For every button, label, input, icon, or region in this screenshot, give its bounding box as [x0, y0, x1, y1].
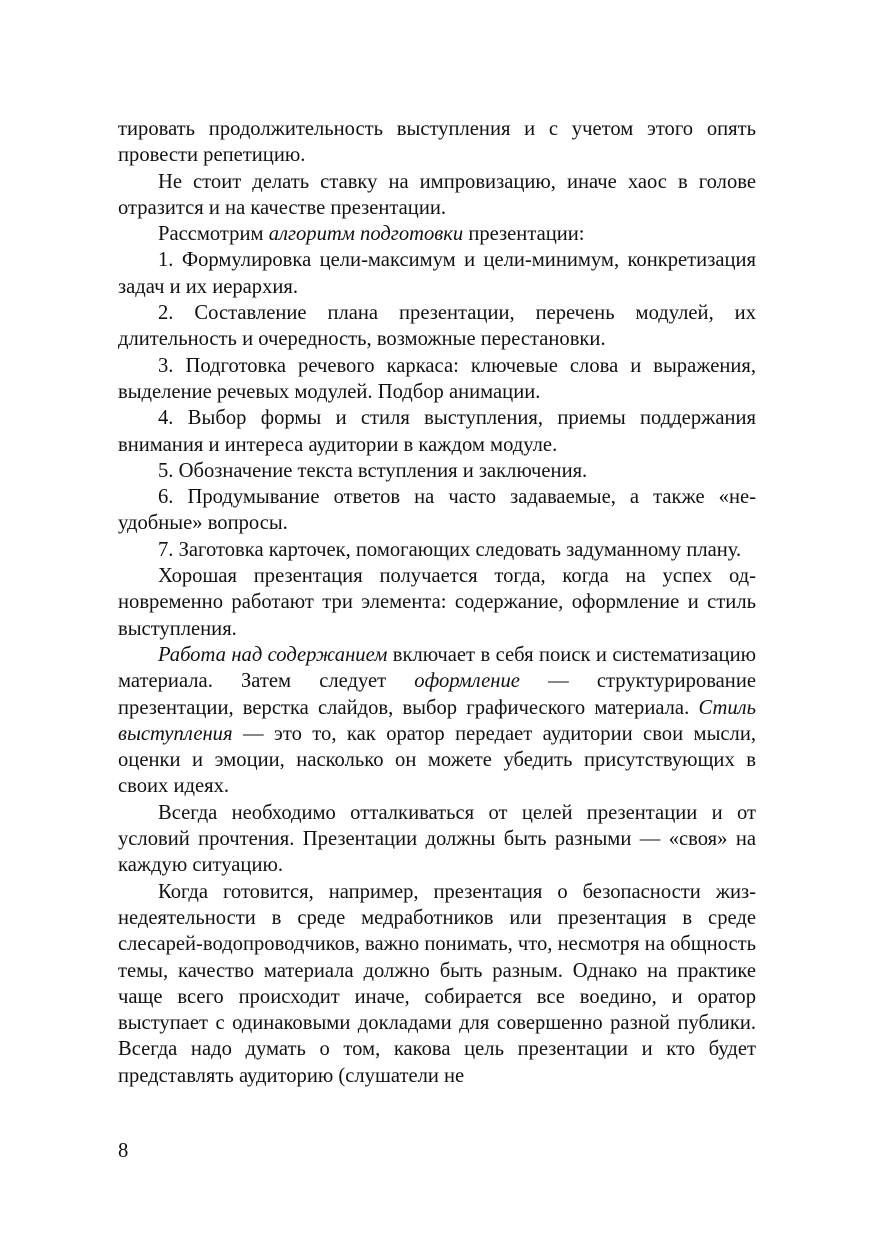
text-run: Не стоит делать ставку на импровизацию, иначе хаос в голове отразится и на качестве презентации. — [118, 170, 756, 219]
text-run: 3. Подготовка речевого каркаса: ключевые слова и выражения, выделение речевых модулей. Подбор анимации. — [118, 354, 756, 403]
paragraph-p10 — [118, 537, 756, 563]
text-run: Рассмотрим — [158, 223, 269, 246]
italic-term: алгоритм подготовки — [268, 223, 464, 246]
italic-term: Работа над содержанием — [158, 643, 388, 666]
text-run: Хорошая презентация получается тогда, когда на успех одновременно работают три элемента: содержание, оформление и стиль выступления. — [118, 565, 756, 640]
paragraph-p4 — [118, 247, 756, 300]
body-text — [118, 116, 756, 1089]
paragraph-p2 — [118, 169, 756, 222]
text-run: Когда готовится, например, презентация о безопасности жизнедеятельности в среде медработников или презентация в среде слесарей-водопроводчиков, важно понимать, что, несмотря на общность темы, качество материала должно быть разным. Однако на практике чаще всего происходит иначе, собирается все воедино, и оратор выступает с одинаковыми докладами для совершенно разной публики. Всегда надо думать о том, какова цель презентации и кто будет представлять аудиторию (слушатели не — [118, 880, 756, 1087]
paragraph-p8 — [118, 458, 756, 484]
text-run: 6. Продумывание ответов на часто задаваемые, а также «неудобные» вопросы. — [118, 486, 756, 535]
text-run: 2. Составление плана презентации, перечень модулей, их длительность и очередность, возможные перестановки. — [118, 302, 756, 351]
paragraph-p13 — [118, 800, 756, 879]
text-run: — структурирование презентации, верстка слайдов, выбор графического материала. — [118, 670, 756, 719]
paragraph-p1 — [118, 116, 756, 169]
italic-term: Стиль выступления — [118, 696, 756, 745]
text-run: 1. Формулировка цели-максимум и цели-минимум, конкретизация задач и их иерархия. — [118, 249, 756, 298]
text-run: включает в себя поиск и систематизацию материала. Затем следует — [118, 643, 756, 693]
text-run: 4. Выбор формы и стиля выступления, приемы поддержания внимания и интереса аудитории в каждом модуле. — [118, 407, 756, 456]
text-run: 7. Заготовка карточек, помогающих следовать задуманному плану. — [158, 538, 742, 561]
text-run: 5. Обозначение текста вступления и заключения. — [158, 459, 588, 482]
text-run: — это то, как оратор передает аудитории свои мысли, оценки и эмоции, насколько он можете убедить присутствующих в своих идеях. — [118, 722, 756, 798]
italic-term: оформление — [414, 670, 520, 693]
paragraph-p3 — [118, 221, 756, 247]
paragraph-p14 — [118, 879, 756, 1089]
page-number: 8 — [118, 1140, 129, 1162]
paragraph-p5 — [118, 300, 756, 353]
text-run: Всегда необходимо отталкиваться от целей презентации и от условий прочтения. Презентации должны быть разными — «своя» на каждую ситуацию. — [118, 801, 756, 877]
paragraph-p6 — [118, 353, 756, 406]
paragraph-p11 — [118, 563, 756, 642]
paragraph-p9 — [118, 484, 756, 537]
text-run: презентации: — [463, 223, 585, 246]
paragraph-p12 — [118, 642, 756, 800]
paragraph-p7 — [118, 405, 756, 458]
text-run: тировать продолжительность выступления и с учетом этого опять провести репетицию. — [118, 118, 756, 167]
